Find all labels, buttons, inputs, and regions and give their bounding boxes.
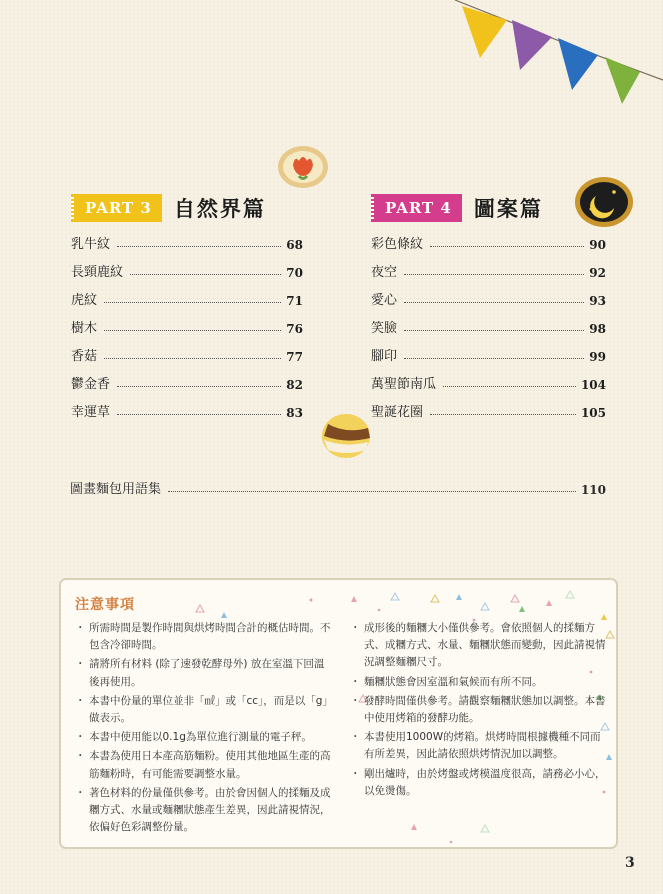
notes-left-column: [79, 620, 334, 838]
toc-entry-page: 104: [580, 378, 606, 392]
notes-box: [59, 578, 618, 849]
toc-entry-title: 香菇: [71, 349, 98, 364]
note-item: ・ 成形後的麵糰大小僅供參考。會依照個人的揉麵方式、成糰方式、水量、麵糰狀態而變動，因此請視情況調整麵糰尺寸。: [354, 620, 609, 672]
toc-entry[interactable]: [371, 392, 606, 420]
toc-entry-title: 幸運草: [71, 405, 111, 420]
toc-entry[interactable]: [71, 392, 303, 420]
toc-entry-page: 98: [589, 322, 606, 336]
toc-entry[interactable]: [371, 364, 606, 392]
note-item: ・ 麵糰狀態會因室溫和氣候而有所不同。: [354, 674, 609, 691]
note-item: ・ 本書中使用能以0.1g為單位進行測量的電子秤。: [79, 729, 334, 746]
toc-entry-title: 笑臉: [371, 321, 398, 336]
toc-entry-page: 71: [286, 294, 303, 308]
toc-entry[interactable]: [71, 308, 303, 336]
toc-entry-page: 90: [589, 238, 606, 252]
toc-entry[interactable]: [71, 280, 303, 308]
part3-heading: [71, 193, 266, 223]
bunting-flag-yellow: [462, 6, 507, 58]
page-number: 3: [625, 855, 635, 871]
toc-entry[interactable]: [371, 308, 606, 336]
toc-entry-title: 樹木: [71, 321, 98, 336]
leader-dots: [130, 274, 281, 275]
toc-entry-page: 82: [286, 378, 303, 392]
striped-bread-image: [320, 412, 372, 460]
note-item: ・ 著色材料的份量僅供參考。由於會因個人的揉麵及成糰方式、水量或麵糰狀態產生差異，因此請視情況，依偏好色彩調整份量。: [79, 785, 334, 837]
toc-entry[interactable]: [71, 252, 303, 280]
note-item: ・ 所需時間是製作時間與烘烤時間合計的概估時間。不包含冷卻時間。: [79, 620, 334, 654]
part3-toc-list: [71, 224, 303, 420]
toc-entry-title: 鬱金香: [71, 377, 111, 392]
leader-dots: [404, 358, 584, 359]
toc-entry-page: 77: [286, 350, 303, 364]
toc-entry[interactable]: [371, 224, 606, 252]
part4-heading: [371, 193, 543, 223]
toc-entry[interactable]: [71, 224, 303, 252]
toc-entry-title: 夜空: [371, 265, 398, 280]
notes-title: 注意事項: [75, 597, 135, 613]
toc-entry-page: 99: [589, 350, 606, 364]
leader-dots: [104, 330, 281, 331]
toc-entry[interactable]: [371, 252, 606, 280]
part4-tab: PART 4: [371, 194, 462, 222]
toc-entry-page: 68: [286, 238, 303, 252]
tulip-bread-image: [277, 145, 329, 189]
leader-dots: [404, 302, 584, 303]
note-item: ・ 本書中份量的單位並非「㎖」或「cc」，而是以「g」做表示。: [79, 693, 334, 727]
part4-title: 圖案篇: [473, 197, 543, 221]
leader-dots: [117, 386, 281, 387]
leader-dots: [404, 330, 584, 331]
leader-dots: [104, 302, 281, 303]
leader-dots: [430, 246, 584, 247]
toc-entry-title: 長頸鹿紋: [71, 265, 124, 280]
night-sky-bread-image: [574, 176, 634, 228]
toc-entry[interactable]: [371, 280, 606, 308]
toc-entry-title: 虎紋: [71, 293, 98, 308]
toc-entry-page: 93: [589, 294, 606, 308]
toc-entry[interactable]: [371, 336, 606, 364]
leader-dots: [430, 414, 576, 415]
leader-dots: [168, 491, 576, 492]
glossary-title: 圖畫麵包用語集: [70, 482, 162, 497]
toc-entry-page: 92: [589, 266, 606, 280]
toc-entry-title: 萬聖節南瓜: [371, 377, 437, 392]
note-item: ・ 本書為使用日本產高筋麵粉。使用其他地區生產的高筋麵粉時，有可能需要調整水量。: [79, 748, 334, 782]
note-item: ・ 本書使用1000W的烤箱。烘烤時間根據機種不同而有所差異，因此請依照烘烤情況加以調整。: [354, 729, 609, 763]
leader-dots: [104, 358, 281, 359]
part4-toc-list: [371, 224, 606, 420]
toc-entry-title: 愛心: [371, 293, 398, 308]
toc-entry[interactable]: [71, 364, 303, 392]
bunting-flag-green: [605, 57, 640, 104]
toc-entry-page: 105: [580, 406, 606, 420]
note-item: ・ 發酵時間僅供參考。請觀察麵糰狀態加以調整。本書中使用烤箱的發酵功能。: [354, 693, 609, 727]
part3-tab: PART 3: [71, 194, 162, 222]
note-item: ・ 剛出爐時，由於烤盤或烤模溫度很高，請務必小心，以免燙傷。: [354, 766, 609, 800]
leader-dots: [117, 246, 281, 247]
leader-dots: [443, 386, 576, 387]
glossary-entry[interactable]: [70, 479, 606, 497]
toc-entry-title: 乳牛紋: [71, 237, 111, 252]
bunting-flag-purple: [512, 20, 552, 70]
bunting-decoration: [0, 0, 663, 110]
toc-entry-title: 聖誕花圈: [371, 405, 424, 420]
part3-title: 自然界篇: [173, 197, 266, 221]
glossary-page: 110: [580, 483, 606, 497]
bunting-flag-blue: [558, 38, 598, 90]
notes-right-column: [354, 620, 609, 802]
leader-dots: [404, 274, 584, 275]
toc-entry-title: 彩色條紋: [371, 237, 424, 252]
toc-entry-page: 76: [286, 322, 303, 336]
toc-entry[interactable]: [71, 336, 303, 364]
toc-entry-page: 83: [286, 406, 303, 420]
leader-dots: [117, 414, 281, 415]
note-item: ・ 請將所有材料 (除了速發乾酵母外) 放在室溫下回溫後再使用。: [79, 656, 334, 690]
toc-entry-title: 腳印: [371, 349, 398, 364]
toc-entry-page: 70: [286, 266, 303, 280]
